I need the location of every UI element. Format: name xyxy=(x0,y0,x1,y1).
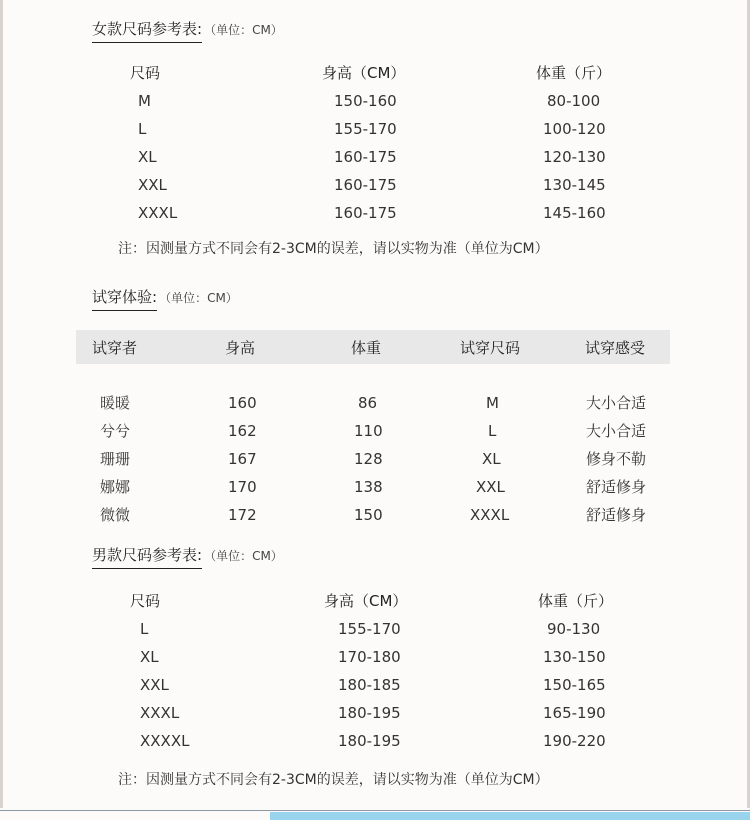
men-cell: XL xyxy=(140,648,159,666)
men-section-title xyxy=(92,544,283,569)
women-cell: 160-175 xyxy=(334,148,397,166)
men-cell: XXXXL xyxy=(140,732,190,750)
women-header-size: 尺码 xyxy=(130,64,161,82)
trial-cell: 110 xyxy=(354,422,383,440)
trial-title: 试穿体验: xyxy=(92,286,157,311)
men-unit: （单位：CM） xyxy=(204,549,283,563)
trial-cell: 167 xyxy=(228,450,257,468)
women-cell: M xyxy=(138,92,151,110)
men-cell: XXXL xyxy=(140,704,180,722)
trial-cell: 舒适修身 xyxy=(586,506,647,524)
trial-cell: 138 xyxy=(354,478,383,496)
women-title: 女款尺码参考表: xyxy=(92,18,202,43)
trial-header-weight: 体重 xyxy=(351,339,382,357)
women-cell: 100-120 xyxy=(543,120,606,138)
bottom-divider xyxy=(0,810,750,811)
women-cell: 130-145 xyxy=(543,176,606,194)
trial-cell: 珊珊 xyxy=(100,450,131,468)
trial-cell: L xyxy=(488,422,497,440)
trial-cell: 大小合适 xyxy=(586,394,647,412)
men-cell: 180-195 xyxy=(338,732,401,750)
trial-header-size: 试穿尺码 xyxy=(460,339,521,357)
men-cell: XXL xyxy=(140,676,169,694)
women-unit: （单位：CM） xyxy=(204,23,283,37)
men-cell: 180-185 xyxy=(338,676,401,694)
women-cell: XL xyxy=(138,148,157,166)
trial-cell: 修身不勒 xyxy=(586,450,647,468)
men-cell: 155-170 xyxy=(338,620,401,638)
trial-cell: XL xyxy=(482,450,501,468)
trial-cell: 兮兮 xyxy=(100,422,131,440)
bottom-accent-bar xyxy=(270,812,750,820)
trial-cell: 娜娜 xyxy=(100,478,131,496)
men-cell: 150-165 xyxy=(543,676,606,694)
trial-cell: 150 xyxy=(354,506,383,524)
trial-header-feeling: 试穿感受 xyxy=(585,339,646,357)
women-cell: 155-170 xyxy=(334,120,397,138)
women-note: 注：因测量方式不同会有2-3CM的误差，请以实物为准（单位为CM） xyxy=(118,241,549,257)
trial-cell: 162 xyxy=(228,422,257,440)
women-cell: L xyxy=(138,120,147,138)
trial-cell: 160 xyxy=(228,394,257,412)
men-header-height: 身高（CM） xyxy=(324,592,408,610)
men-cell: 180-195 xyxy=(338,704,401,722)
trial-cell: 舒适修身 xyxy=(586,478,647,496)
trial-cell: 172 xyxy=(228,506,257,524)
men-cell: 165-190 xyxy=(543,704,606,722)
trial-cell: 暖暖 xyxy=(100,394,131,412)
trial-cell: M xyxy=(486,394,499,412)
men-note: 注：因测量方式不同会有2-3CM的误差，请以实物为准（单位为CM） xyxy=(118,772,549,788)
trial-header-tester: 试穿者 xyxy=(92,339,138,357)
frame-left-border xyxy=(0,0,3,808)
trial-cell: 大小合适 xyxy=(586,422,647,440)
women-cell: 80-100 xyxy=(547,92,601,110)
women-cell: XXL xyxy=(138,176,167,194)
men-header-size: 尺码 xyxy=(130,592,161,610)
trial-cell: 170 xyxy=(228,478,257,496)
women-cell: 160-175 xyxy=(334,204,397,222)
women-cell: 150-160 xyxy=(334,92,397,110)
men-cell: 130-150 xyxy=(543,648,606,666)
trial-cell: 微微 xyxy=(100,506,131,524)
trial-cell: XXXL xyxy=(470,506,510,524)
women-cell: 145-160 xyxy=(543,204,606,222)
women-header-weight: 体重（斤） xyxy=(536,64,612,82)
men-cell: 90-130 xyxy=(547,620,601,638)
women-section-title xyxy=(92,18,283,43)
trial-unit: （单位：CM） xyxy=(159,291,238,305)
men-cell: 190-220 xyxy=(543,732,606,750)
trial-section-title xyxy=(92,286,238,311)
men-cell: 170-180 xyxy=(338,648,401,666)
women-header-height: 身高（CM） xyxy=(322,64,406,82)
men-cell: L xyxy=(140,620,149,638)
women-cell: 120-130 xyxy=(543,148,606,166)
women-cell: XXXL xyxy=(138,204,178,222)
men-title: 男款尺码参考表: xyxy=(92,544,202,569)
trial-cell: XXL xyxy=(476,478,505,496)
men-header-weight: 体重（斤） xyxy=(538,592,614,610)
trial-cell: 86 xyxy=(358,394,378,412)
women-cell: 160-175 xyxy=(334,176,397,194)
trial-cell: 128 xyxy=(354,450,383,468)
trial-header-height: 身高 xyxy=(225,339,256,357)
